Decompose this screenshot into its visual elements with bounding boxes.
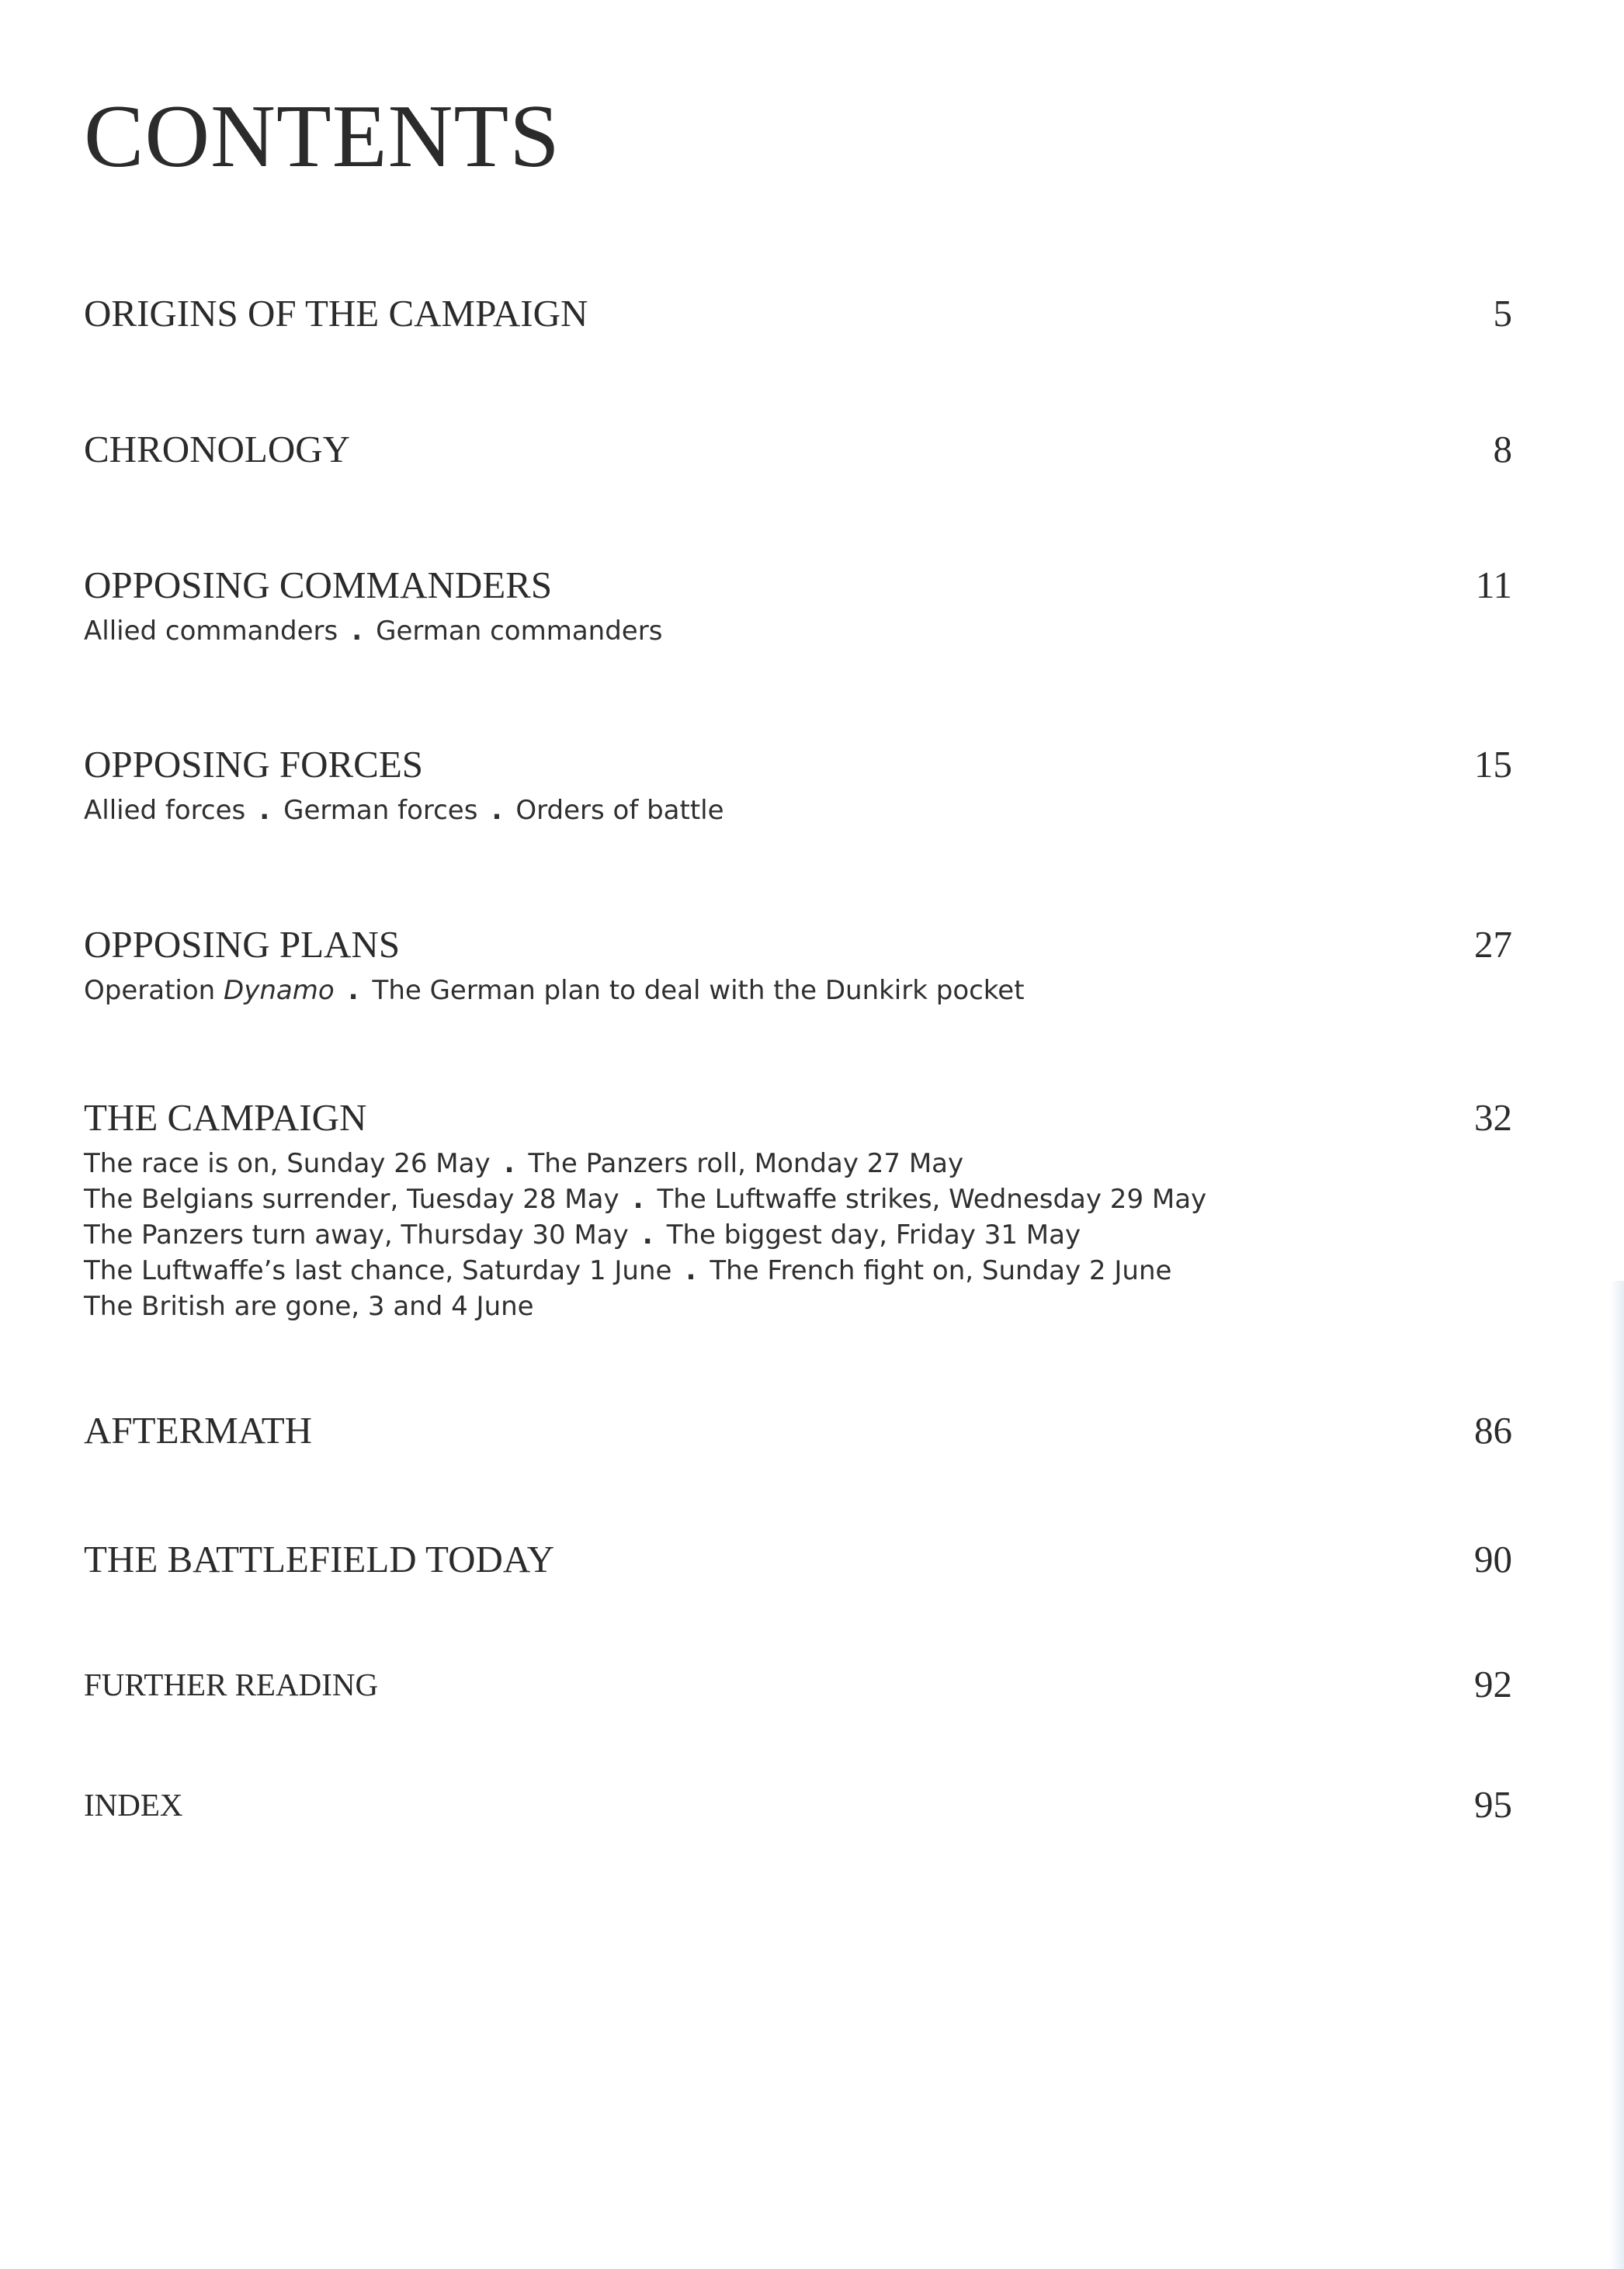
toc-entry-page: 86 <box>1474 1409 1512 1452</box>
toc-subentry: The Luftwaffe strikes, Wednesday 29 May <box>657 1184 1207 1215</box>
toc-entry-opposing-forces[interactable] <box>84 740 1512 828</box>
toc-subentry: Allied commanders <box>84 616 338 647</box>
toc-entry-head <box>84 920 1512 970</box>
toc-entry-title: OPPOSING FORCES <box>84 743 424 786</box>
toc-subentry-line <box>84 973 1512 1008</box>
toc-entry-head <box>84 1406 1512 1455</box>
toc-subentry-line <box>84 1289 1512 1324</box>
bullet-separator: . <box>685 1255 696 1286</box>
toc-entry-page: 27 <box>1474 923 1512 966</box>
toc-subentries <box>84 613 1512 649</box>
toc-entry-title: FURTHER READING <box>84 1667 379 1702</box>
bullet-separator: . <box>642 1220 653 1251</box>
toc-subentry: The French fight on, Sunday 2 June <box>710 1255 1172 1286</box>
toc-entry-title: ORIGINS OF THE CAMPAIGN <box>84 292 588 335</box>
toc-subentry: The British are gone, 3 and 4 June <box>84 1291 534 1322</box>
toc-subentry: German commanders <box>376 616 663 647</box>
page-title: CONTENTS <box>84 87 560 186</box>
bullet-separator: . <box>504 1148 515 1179</box>
toc-entry-origins[interactable] <box>84 289 1512 338</box>
toc-subentry: The biggest day, Friday 31 May <box>666 1220 1081 1251</box>
toc-entry-head <box>84 1780 1512 1830</box>
toc-entry-title: OPPOSING PLANS <box>84 923 401 966</box>
toc-subentries <box>84 793 1512 828</box>
toc-entry-battlefield-today[interactable] <box>84 1535 1512 1584</box>
toc-subentry-italic: Dynamo <box>224 975 335 1006</box>
bullet-separator: . <box>348 975 359 1006</box>
toc-entry-page: 32 <box>1474 1096 1512 1139</box>
toc-entry-chronology[interactable] <box>84 425 1512 474</box>
toc-entry-title: OPPOSING COMMANDERS <box>84 564 553 606</box>
toc-entry-further-reading[interactable] <box>84 1660 1512 1709</box>
toc-entry-page: 90 <box>1474 1538 1512 1580</box>
bullet-separator: . <box>352 616 363 647</box>
toc-entry-head <box>84 289 1512 338</box>
toc-entry-aftermath[interactable] <box>84 1406 1512 1455</box>
toc-entry-page: 15 <box>1474 743 1512 786</box>
toc-entry-the-campaign[interactable] <box>84 1093 1512 1324</box>
toc-entry-page: 95 <box>1474 1783 1512 1826</box>
toc-subentry-line <box>84 1217 1512 1253</box>
toc-subentry-line <box>84 1146 1512 1181</box>
toc-entry-title: THE CAMPAIGN <box>84 1096 367 1139</box>
toc-subentry: The Luftwaffe’s last chance, Saturday 1 June <box>84 1255 672 1286</box>
bullet-separator: . <box>633 1184 644 1215</box>
toc-entry-head <box>84 1093 1512 1143</box>
toc-entry-opposing-commanders[interactable] <box>84 560 1512 649</box>
toc-subentry: German forces <box>283 795 478 826</box>
toc-subentry: The Belgians surrender, Tuesday 28 May <box>84 1184 619 1215</box>
toc-subentry: The German plan to deal with the Dunkirk pocket <box>372 975 1025 1006</box>
toc-entry-head <box>84 560 1512 610</box>
toc-subentry: The Panzers turn away, Thursday 30 May <box>84 1220 629 1251</box>
toc-subentry: Allied forces <box>84 795 246 826</box>
toc-subentry-prefix: Operation <box>84 975 216 1006</box>
toc-subentry: The Panzers roll, Monday 27 May <box>528 1148 964 1179</box>
toc-entry-index[interactable] <box>84 1780 1512 1830</box>
toc-subentry-line <box>84 793 1512 828</box>
toc-subentry: The race is on, Sunday 26 May <box>84 1148 491 1179</box>
toc-entry-head <box>84 740 1512 789</box>
toc-entry-head <box>84 425 1512 474</box>
toc-entry-head <box>84 1660 1512 1709</box>
toc-entry-title: INDEX <box>84 1787 183 1823</box>
toc-subentry-line <box>84 1253 1512 1289</box>
bullet-separator: . <box>491 795 502 826</box>
toc-subentry <box>84 975 335 1006</box>
toc-subentry: Orders of battle <box>515 795 724 826</box>
page-edge-shadow <box>1610 1281 1624 2269</box>
toc-entry-head <box>84 1535 1512 1584</box>
toc-entry-title: THE BATTLEFIELD TODAY <box>84 1538 555 1580</box>
toc-subentry-line <box>84 613 1512 649</box>
toc-subentries <box>84 1146 1512 1324</box>
toc-entry-page: 92 <box>1474 1663 1512 1705</box>
toc-entry-page: 5 <box>1493 292 1512 335</box>
toc-entry-title: CHRONOLOGY <box>84 428 350 470</box>
bullet-separator: . <box>259 795 270 826</box>
toc-entry-page: 8 <box>1493 428 1512 470</box>
toc-subentry-line <box>84 1181 1512 1217</box>
toc-subentries <box>84 973 1512 1008</box>
toc-entry-title: AFTERMATH <box>84 1409 313 1452</box>
toc-entry-page: 11 <box>1475 564 1512 606</box>
toc-entry-opposing-plans[interactable] <box>84 920 1512 1008</box>
